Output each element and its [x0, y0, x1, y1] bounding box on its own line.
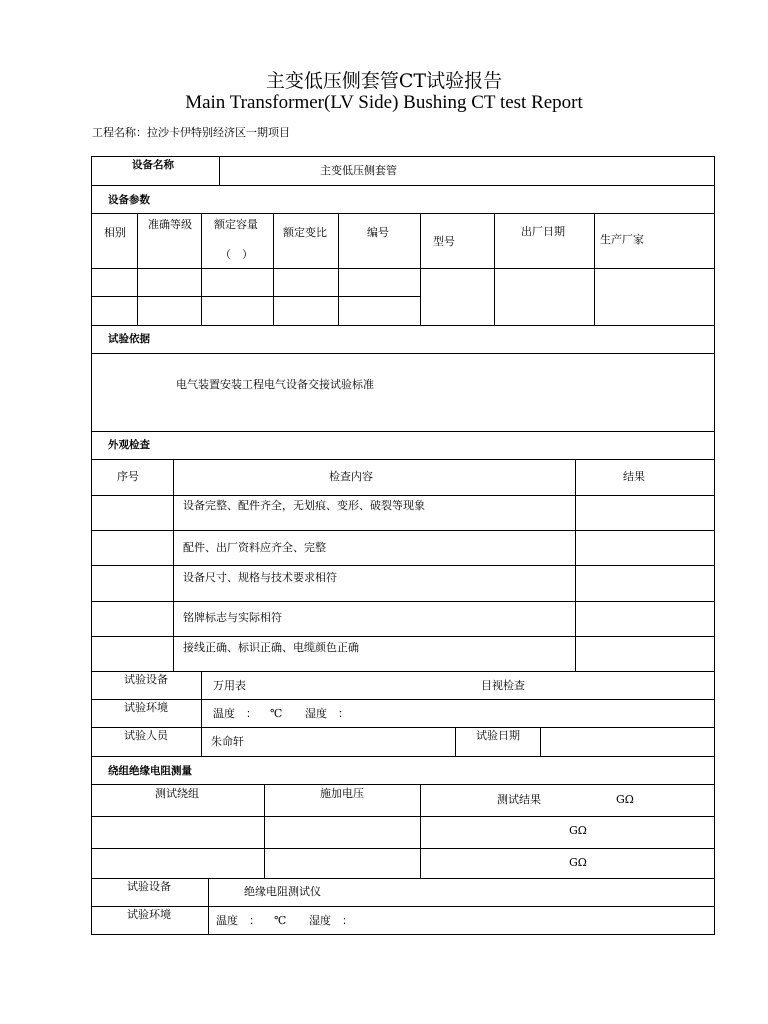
env-temp: 温度 ： [213, 707, 257, 720]
insulation-unit: GΩ [569, 856, 587, 869]
insulation-col-result: 测试结果 [497, 793, 541, 806]
visual-col-result: 结果 [623, 470, 645, 483]
env-temp-unit: ℃ [270, 707, 283, 720]
visual-col-content: 检查内容 [329, 470, 373, 483]
equipment-params-label: 设备参数 [108, 194, 150, 206]
insulation-env-humidity: 湿度 ： [309, 914, 353, 927]
visual-item: 配件、出厂资料应齐全、完整 [183, 541, 326, 554]
project-name: 工程名称：拉沙卡伊特别经济区一期项目 [92, 126, 290, 139]
instrument-2: 目视检查 [481, 679, 525, 692]
insulation-instrument-label: 试验设备 [127, 880, 171, 893]
col-serial: 编号 [367, 226, 389, 239]
visual-item: 接线正确、标识正确、电缆颜色正确 [183, 641, 359, 654]
insulation-unit: GΩ [616, 793, 634, 806]
col-maker: 生产厂家 [600, 233, 644, 246]
visual-item: 设备完整、配件齐全，无划痕、变形、破裂等现象 [183, 499, 425, 512]
insulation-unit: GΩ [569, 824, 587, 837]
env-humidity: 湿度 ： [305, 707, 349, 720]
col-phase: 相别 [104, 226, 126, 239]
col-capacity-unit: （ ） [220, 248, 253, 261]
col-accuracy: 准确等级 [148, 218, 192, 231]
col-date: 出厂日期 [521, 225, 565, 238]
col-ratio: 额定变比 [283, 226, 327, 239]
insulation-label: 绕组绝缘电阻测量 [108, 765, 192, 777]
col-model: 型号 [433, 235, 455, 248]
equipment-name-value: 主变低压侧套管 [320, 164, 397, 177]
equipment-name-label: 设备名称 [132, 159, 174, 171]
insulation-env-label: 试验环境 [127, 908, 171, 921]
report-title-cn: 主变低压侧套管CT试验报告 [265, 70, 503, 92]
personnel-value: 朱命轩 [211, 735, 244, 748]
insulation-instrument-value: 绝缘电阻测试仪 [244, 885, 321, 898]
col-capacity: 额定容量 [214, 218, 258, 231]
personnel-label: 试验人员 [124, 729, 168, 742]
insulation-col-voltage: 施加电压 [320, 787, 364, 800]
instrument-label: 试验设备 [124, 673, 168, 686]
visual-item: 铭牌标志与实际相符 [183, 611, 282, 624]
env-label: 试验环境 [124, 701, 168, 714]
visual-col-no: 序号 [117, 470, 139, 483]
insulation-col-winding: 测试绕组 [155, 787, 199, 800]
insulation-env-temp: 温度 ： [216, 914, 260, 927]
test-date-label: 试验日期 [476, 729, 520, 742]
insulation-env-temp-unit: ℃ [274, 914, 287, 927]
report-title-en: Main Transformer(LV Side) Bushing CT test Report [185, 92, 583, 113]
visual-item: 设备尺寸、规格与技术要求相符 [183, 571, 337, 584]
basis-label: 试验依据 [108, 333, 150, 345]
basis-text: 电气装置安装工程电气设备交接试验标准 [176, 378, 374, 391]
visual-label: 外观检查 [108, 439, 150, 451]
instrument-1: 万用表 [213, 679, 246, 692]
